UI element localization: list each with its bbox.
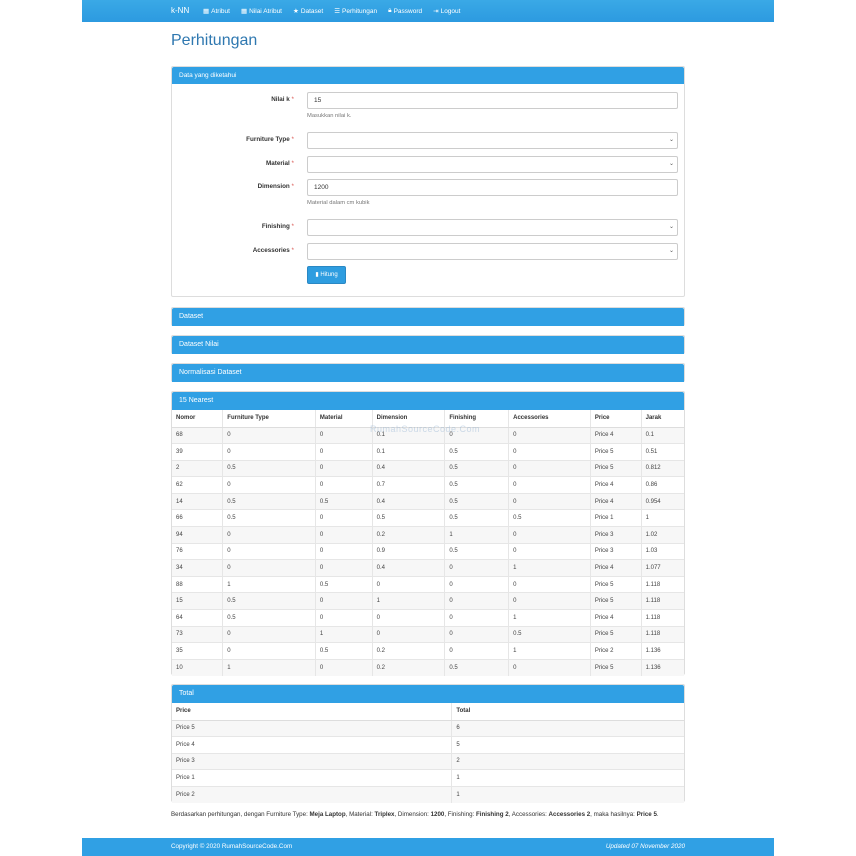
table-cell: 0 [223,560,316,577]
table-cell: 1 [509,643,591,660]
table-cell: 0.5 [445,477,509,494]
table-row [172,576,684,593]
table-cell: 1 [445,527,509,544]
table-cell: 62 [172,477,223,494]
table-cell: 1 [509,610,591,627]
table-cell: 76 [172,543,223,560]
nav-item-nilai-atribut[interactable] [241,0,282,22]
column-header: Jarak [641,410,684,427]
table-cell: 0 [223,427,316,444]
dataset-panel-heading[interactable]: Dataset [172,308,684,326]
table-cell: Price 5 [590,444,641,461]
nav-item-perhitungan[interactable] [334,0,377,22]
column-header: Nomor [172,410,223,427]
table-cell: 1.118 [641,626,684,643]
table-row [172,770,684,787]
table-cell: 0 [509,576,591,593]
column-header: Total [452,703,684,720]
table-cell: 0.2 [372,643,445,660]
finishing-label: Finishing * [261,223,294,230]
table-row [172,527,684,544]
column-header: Price [172,703,452,720]
normalisasi-panel[interactable] [171,363,685,382]
material-label: Material * [265,160,294,167]
table-cell: Price 3 [590,527,641,544]
table-cell: 0.86 [641,477,684,494]
footer [82,838,774,856]
table-cell: 1 [372,593,445,610]
table-cell: 1.136 [641,659,684,676]
grid-icon: ▦ [203,8,210,15]
nav-item-logout[interactable] [433,0,460,22]
nav-menu [203,0,471,22]
table-cell: Price 5 [590,576,641,593]
table-cell: 15 [172,593,223,610]
table-cell: Price 4 [590,493,641,510]
table-cell: 0 [315,510,372,527]
table-cell: 14 [172,493,223,510]
nav-item-label: Logout [440,7,461,15]
table-cell: 0 [223,643,316,660]
table-cell: 0.5 [372,510,445,527]
table-cell: 0 [445,576,509,593]
table-cell: 0 [509,444,591,461]
page-title: Perhitungan [171,32,258,49]
table-cell: 39 [172,444,223,461]
dataset-nilai-panel[interactable] [171,335,685,354]
table-cell: 0 [315,543,372,560]
table-cell: 94 [172,527,223,544]
table-cell: 68 [172,427,223,444]
table-cell: 0.4 [372,560,445,577]
accessories-select[interactable] [307,243,678,260]
table-cell: 0.954 [641,493,684,510]
chevron-down-icon: ⌄ [668,248,674,254]
footer-copyright: Copyright © 2020 RumahSourceCode.Com [171,843,293,850]
table-cell: 0 [509,460,591,477]
table-cell: 1.02 [641,527,684,544]
table-cell: 0 [315,527,372,544]
table-cell: 0 [509,477,591,494]
table-cell: 0 [509,527,591,544]
table-cell: 1.118 [641,593,684,610]
table-cell: Price 4 [590,560,641,577]
table-cell: 1.03 [641,543,684,560]
table-cell: 1.136 [641,643,684,660]
table-cell: Price 5 [590,659,641,676]
column-header: Furniture Type [223,410,316,427]
list-icon: ☰ [334,8,341,15]
nav-item-label: Atribut [211,7,230,15]
table-row [172,720,684,737]
table-cell: 0.5 [223,593,316,610]
table-cell: 0 [509,659,591,676]
nav-item-label: Password [393,7,423,15]
table-cell: 2 [172,460,223,477]
nav-item-atribut[interactable] [203,0,230,22]
table-cell: 1.118 [641,610,684,627]
column-header: Accessories [509,410,591,427]
table-cell: 88 [172,576,223,593]
table-row [172,477,684,494]
table-cell: 0.5 [445,493,509,510]
table-cell: 1 [223,576,316,593]
table-cell: Price 3 [590,543,641,560]
furniture-type-label: Furniture Type * [246,136,294,143]
total-panel-heading: Total [172,685,684,703]
table-cell: 1 [452,770,684,787]
table-cell: 0.1 [641,427,684,444]
table-cell: 0.2 [372,659,445,676]
table-row [172,643,684,660]
table-cell: 0 [445,560,509,577]
chevron-down-icon: ⌄ [668,137,674,143]
material-select[interactable] [307,156,678,173]
table-cell: 1 [509,560,591,577]
table-cell: 66 [172,510,223,527]
table-cell: 0 [315,427,372,444]
table-cell: 0.5 [223,460,316,477]
table-cell: 0.5 [445,460,509,477]
table-cell: Price 1 [172,770,452,787]
table-row [172,593,684,610]
table-row [172,737,684,754]
table-cell: 0.5 [445,659,509,676]
table-cell: Price 5 [590,626,641,643]
column-header: Price [590,410,641,427]
table-cell: 1 [315,626,372,643]
brand-link[interactable]: k-NN [171,6,190,15]
table-cell: 0 [315,659,372,676]
result-summary: Berdasarkan perhitungan, dengan Furniture Type: Meja Laptop, Material: Triplex, Dimension: 1200, Finishing: Finishing 2, Accessories: Accessories 2, maka hasilnya: Price 5. [171,811,659,818]
table-cell: 0 [315,477,372,494]
finishing-select[interactable] [307,219,678,236]
table-cell: 0 [445,427,509,444]
navbar [82,0,774,22]
table-cell: 0.5 [315,576,372,593]
logout-icon: ⇥ [433,8,439,15]
nav-item-label: Nilai Atribut [249,7,282,15]
star-icon: ★ [292,8,299,15]
nav-item-label: Perhitungan [342,7,378,15]
nav-item-label: Dataset [300,7,324,15]
table-cell: 0.4 [372,493,445,510]
table-cell: 73 [172,626,223,643]
table-cell: 0 [509,593,591,610]
table-row [172,786,684,803]
table-cell: Price 3 [172,753,452,770]
table-cell: 0 [223,527,316,544]
table-row [172,753,684,770]
table-row [172,493,684,510]
table-cell: 0.5 [315,493,372,510]
table-cell: 0.5 [445,510,509,527]
table-cell: 5 [452,737,684,754]
grid-icon: ▦ [240,8,248,15]
table-cell: 6 [452,720,684,737]
table-cell: 2 [452,753,684,770]
table-cell: Price 5 [590,460,641,477]
column-header: Finishing [445,410,509,427]
table-cell: 0 [223,543,316,560]
table-row [172,510,684,527]
table-cell: 0 [372,626,445,643]
table-row [172,460,684,477]
table-cell: 0.4 [372,460,445,477]
hitung-button[interactable]: ▮ Hitung [307,266,346,284]
table-cell: 0.1 [372,427,445,444]
table-cell: 0.5 [223,510,316,527]
table-cell: Price 2 [590,643,641,660]
table-cell: Price 5 [172,720,452,737]
table-cell: 0 [223,626,316,643]
dataset-nilai-panel-heading[interactable]: Dataset Nilai [172,336,684,354]
k-input[interactable]: 15 [307,92,678,109]
table-cell: 0 [315,593,372,610]
table-cell: 0 [445,626,509,643]
table-cell: 0 [315,560,372,577]
table-cell: Price 4 [590,477,641,494]
table-cell: 0.1 [372,444,445,461]
table-cell: Price 1 [590,510,641,527]
table-cell: 0.5 [223,493,316,510]
accessories-label: Accessories * [252,247,294,254]
table-cell: 0 [445,610,509,627]
nav-item-password[interactable] [388,0,422,22]
total-panel [171,684,685,802]
lock-icon: 🔒︎ [388,7,392,14]
table-cell: 1.118 [641,576,684,593]
table-cell: 0 [445,593,509,610]
table-cell: 0.5 [223,610,316,627]
table-row [172,560,684,577]
table-cell: 34 [172,560,223,577]
table-header-row [172,703,684,720]
table-row [172,444,684,461]
table-cell: 0 [372,610,445,627]
table-cell: Price 4 [590,610,641,627]
table-row [172,659,684,676]
table-cell: 0.5 [315,643,372,660]
nearest-table [172,410,684,676]
table-cell: 0.2 [372,527,445,544]
dimension-help: Material dalam cm kubik [307,200,370,206]
k-label: Nilai k * [271,96,294,103]
table-cell: 35 [172,643,223,660]
table-row [172,610,684,627]
furniture-type-select[interactable] [307,132,678,149]
table-cell: 0.5 [445,444,509,461]
table-cell: 64 [172,610,223,627]
table-cell: 0 [372,576,445,593]
table-cell: 1.077 [641,560,684,577]
table-cell: 10 [172,659,223,676]
total-table [172,703,684,803]
table-cell: 0.5 [509,510,591,527]
k-help: Masukkan nilai k. [307,113,352,119]
watermark: RumahSourceCode.Com [370,424,481,434]
normalisasi-panel-heading[interactable]: Normalisasi Dataset [172,364,684,382]
table-cell: 0 [315,444,372,461]
table-cell: 0 [223,477,316,494]
dataset-panel[interactable] [171,307,685,326]
dimension-input[interactable]: 1200 [307,179,678,196]
table-cell: 0 [315,610,372,627]
table-cell: 0.7 [372,477,445,494]
table-row [172,626,684,643]
form-panel-heading: Data yang diketahui [172,67,684,84]
table-cell: 0 [509,543,591,560]
dimension-label: Dimension * [257,183,294,190]
table-cell: Price 4 [172,737,452,754]
table-cell: Price 5 [590,593,641,610]
nearest-panel-heading: 15 Nearest [172,392,684,410]
chevron-down-icon: ⌄ [668,161,674,167]
table-cell: Price 2 [172,786,452,803]
chart-icon: ▮ [315,272,319,278]
table-cell: 1 [641,510,684,527]
table-cell: 0 [223,444,316,461]
table-cell: 0 [509,427,591,444]
table-cell: 0.5 [509,626,591,643]
table-cell: 0.9 [372,543,445,560]
footer-updated: Updated 07 November 2020 [605,843,685,850]
column-header: Material [315,410,372,427]
table-cell: 0.812 [641,460,684,477]
table-cell: 1 [452,786,684,803]
table-cell: 0 [445,643,509,660]
table-cell: Price 4 [590,427,641,444]
table-cell: 1 [223,659,316,676]
column-header: Dimension [372,410,445,427]
table-cell: 0 [509,493,591,510]
table-cell: 0 [315,460,372,477]
table-cell: 0.5 [445,543,509,560]
chevron-down-icon: ⌄ [668,224,674,230]
nav-item-dataset[interactable] [293,0,323,22]
table-row [172,543,684,560]
table-cell: 0.51 [641,444,684,461]
form-panel [171,66,685,297]
